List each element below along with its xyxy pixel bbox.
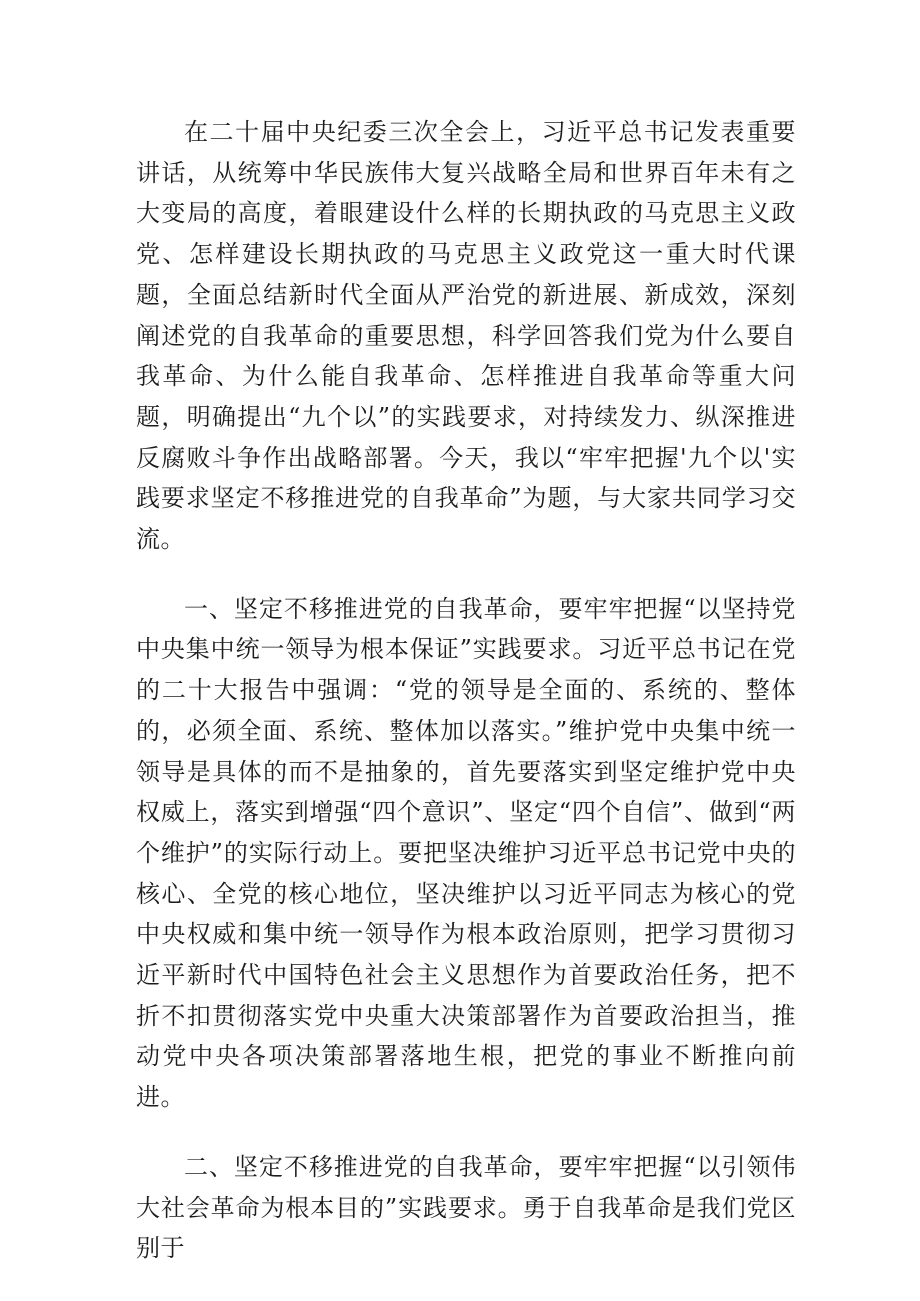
- paragraph-intro: 在二十届中央纪委三次全会上，习近平总书记发表重要讲话，从统筹中华民族伟大复兴战略全局和世界百年未有之大变局的高度，着眼建设什么样的长期执政的马克思主义政党、怎样建设长期执政的马克思主义政党这一重大时代课题，全面总结新时代全面从严治党的新进展、新成效，深刻阐述党的自我革命的重要思想，科学回答我们党为什么要自我革命、为什么能自我革命、怎样推进自我革命等重大问题，明确提出“九个以”的实践要求，对持续发力、纵深推进反腐败斗争作出战略部署。今天，我以“牢牢把握'九个以'实践要求坚定不移推进党的自我革命”为题，与大家共同学习交流。: [136, 118, 796, 554]
- paragraph-section-one: 一、坚定不移推进党的自我革命，要牢牢把握“以坚持党中央集中统一领导为根本保证”实践要求。习近平总书记在党的二十大报告中强调：“党的领导是全面的、系统的、整体的，必须全面、系统、整体加以落实。”维护党中央集中统一领导是具体的而不是抽象的，首先要落实到坚定维护党中央权威上，落实到增强“四个意识”、坚定“四个自信”、做到“两个维护”的实际行动上。要把坚决维护习近平总书记党中央的核心、全党的核心地位，坚决维护以习近平同志为核心的党中央权威和集中统一领导作为根本政治原则，把学习贯彻习近平新时代中国特色社会主义思想作为首要政治任务，把不折不扣贯彻落实党中央重大决策部署作为首要政治担当，推动党中央各项决策部署落地生根，把党的事业不断推向前进。: [136, 594, 796, 1112]
- document-page: [136, 112, 796, 1269]
- paragraph-section-two: 二、坚定不移推进党的自我革命，要牢牢把握“以引领伟大社会革命为根本目的”实践要求。勇于自我革命是我们党区别于: [136, 1152, 796, 1263]
